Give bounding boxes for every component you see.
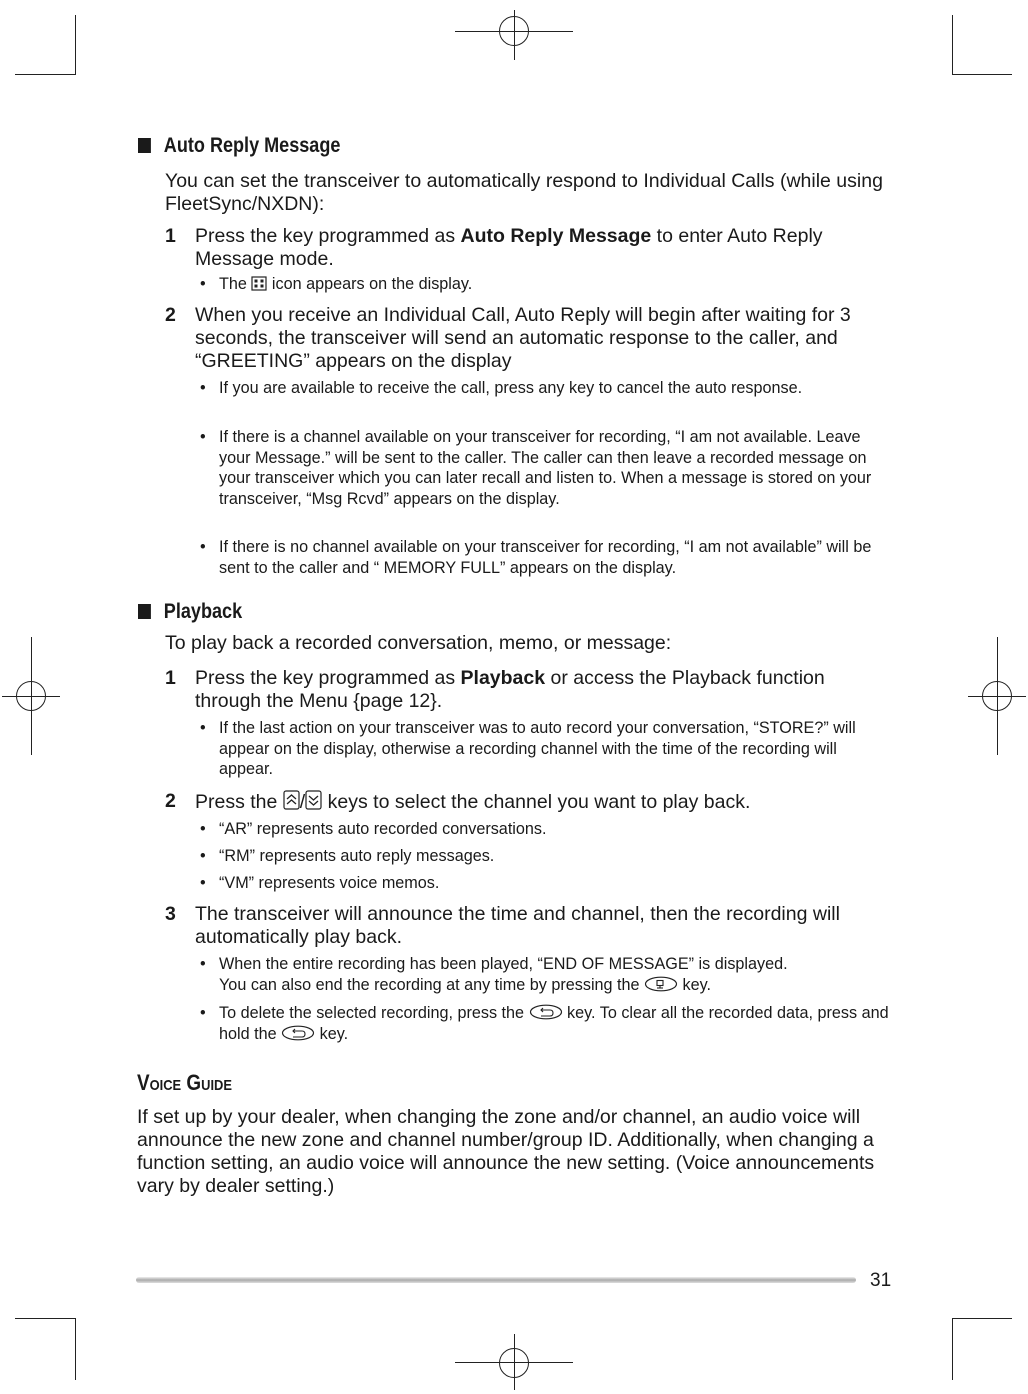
square-bullet-icon [138, 138, 151, 153]
monitor-key-icon [644, 976, 678, 992]
voice-guide-heading: Voice Guide [137, 1070, 232, 1095]
auto-reply-heading: Auto Reply Message [138, 134, 340, 158]
playback-intro: To play back a recorded conversation, memo, or message: [165, 632, 672, 654]
square-bullet-icon [138, 604, 151, 619]
auto-reply-display-icon [251, 276, 267, 291]
step-number: 2 [165, 790, 176, 812]
key-name: Playback [460, 667, 546, 689]
auto-reply-intro: You can set the transceiver to automatically respond to Individual Calls (while using FleetSync/NXDN): [165, 170, 883, 215]
back-key-icon [281, 1025, 315, 1041]
footer-rule [136, 1277, 856, 1283]
step-number: 1 [165, 667, 176, 689]
voice-guide-text: If set up by your dealer, when changing the zone and/or channel, an audio voice will announce the new zone and channel number/group ID. Additionally, when changing a function setting, an audio voice will announce the new setting. (Voice announcements vary by dealer setting.) [137, 1106, 875, 1197]
step-number: 3 [165, 903, 176, 925]
page-number: 31 [870, 1270, 892, 1291]
step-number: 1 [165, 225, 176, 247]
back-key-icon [529, 1004, 563, 1020]
key-name: Auto Reply Message [460, 225, 652, 247]
up-key-icon [283, 790, 300, 810]
step-number: 2 [165, 304, 176, 326]
playback-heading: Playback [138, 600, 242, 624]
down-key-icon [305, 790, 322, 810]
